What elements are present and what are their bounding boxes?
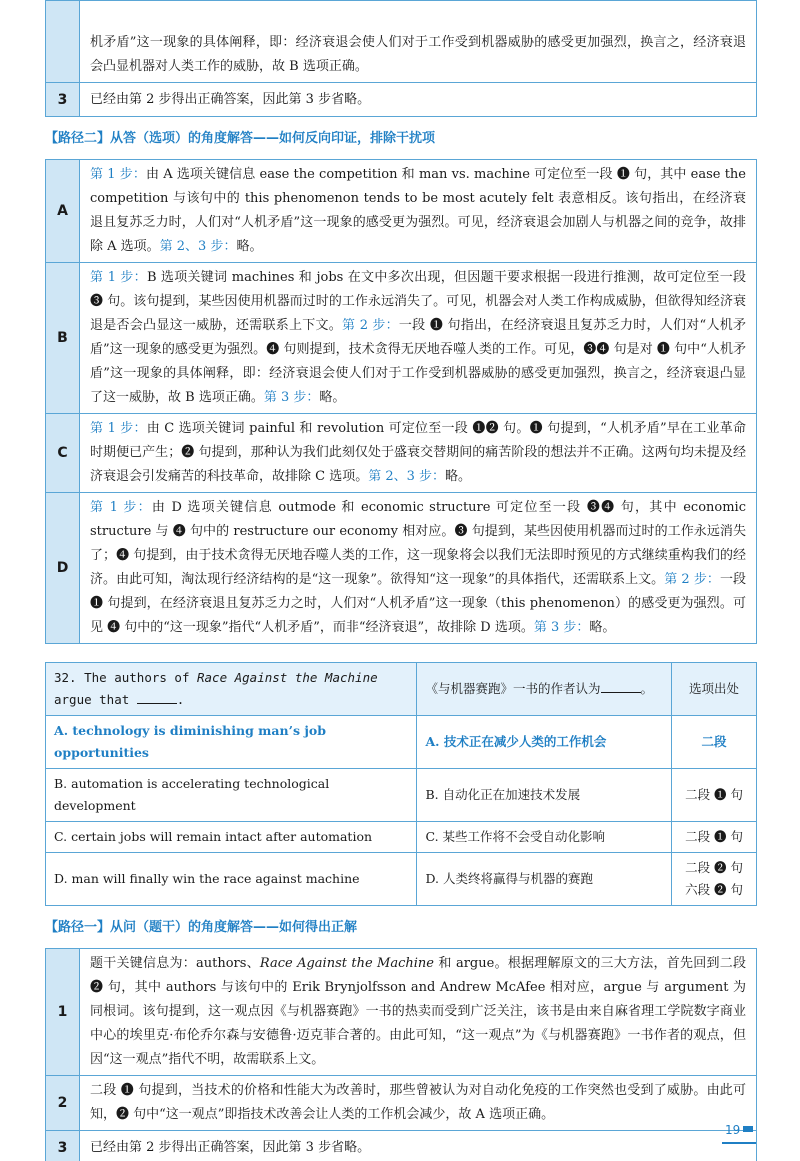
option-letter: C xyxy=(46,414,80,493)
step-label: 第 1 步： xyxy=(90,500,152,515)
option-en: A. technology is diminishing man’s job opportunities xyxy=(46,716,417,769)
option-row xyxy=(46,853,757,906)
analysis-text: 由 A 选项关键信息 ease the competition 和 man vs. machine 可定位至一段 ❶ 句，其中 ease the competition 与该句中的 this phenomenon tends to be most acutely felt 表意相反。该句指出，在经济衰退且复苏乏力时，人们对“人机矛盾”这一现象的感受更为强烈。可见，经济衰退会加剧人与机器之间的竞争，故排除 A 选项。 xyxy=(90,167,746,254)
option-source: 二段 ❶ 句 xyxy=(672,769,757,822)
option-en: C. certain jobs will remain intact after automation xyxy=(46,822,417,853)
stem-cn: 《与机器赛跑》一书的作者认为 xyxy=(425,681,601,696)
option-cn: D. 人类终将赢得与机器的赛跑 xyxy=(417,853,672,906)
option-cn: C. 某些工作将不会受自动化影响 xyxy=(417,822,672,853)
step-label: 第 2 步： xyxy=(664,572,720,587)
answer-blank xyxy=(601,681,641,693)
page xyxy=(45,0,757,1161)
step3-text: 已经由第 2 步得出正确答案，因此第 3 步省略。 xyxy=(80,1131,757,1161)
step-label: 第 1 步： xyxy=(90,421,147,436)
option-cn: A. 技术正在减少人类的工作机会 xyxy=(417,716,672,769)
book-title: Race Against the Machine xyxy=(197,670,378,685)
step-number-blank xyxy=(46,1,80,83)
book-title: Race Against the Machine xyxy=(259,956,434,971)
step-number: 3 xyxy=(46,1131,80,1161)
step2-text: 二段 ❶ 句提到，当技术的价格和性能大为改善时，那些曾被认为对自动化免疫的工作突然也受到了威胁。由此可知，❷ 句中“这一观点”即指技术改善会让人类的工作机会减少，故 A 选项正确。 xyxy=(80,1076,757,1131)
step-label: 第 1 步： xyxy=(90,167,146,182)
page-number-text: 19 xyxy=(725,1123,741,1137)
question-number: 32. xyxy=(54,670,77,685)
source-header: 选项出处 xyxy=(672,663,757,716)
step-label: 第 2、3 步： xyxy=(159,239,237,254)
option-source xyxy=(672,853,757,906)
option-letter: B xyxy=(46,263,80,414)
stem-pre: The authors of xyxy=(84,670,190,685)
source-line: 二段 ❷ 句 xyxy=(685,860,744,875)
option-letter: A xyxy=(46,160,80,263)
stem-cn-end: 。 xyxy=(640,681,654,696)
step1-pre: 题干关键信息为：authors、 xyxy=(90,956,260,971)
step2-continuation: 机矛盾”这一现象的具体阐释，即：经济衰退会使人们对于工作受到机器威胁的感受更加强烈，换言之，经济衰退会凸显机器对人类工作的威胁，故 B 选项正确。 xyxy=(80,1,757,83)
step-number: 1 xyxy=(46,949,80,1076)
path1-steps-table xyxy=(45,948,757,1161)
analysis-tail: 略。 xyxy=(589,620,616,635)
step1-post: 和 argue。根据理解原文的三大方法，首先回到二段 ❷ 句，其中 authors 与该句中的 Erik Brynjolfsson and Andrew McAfee 相对应，argue 与 argument 为同根词。该句提到，这一观点因《与机器赛跑》一书的热卖而受到广泛关注，该书是由来自麻省理工学院数字商业中心的埃里克·布伦乔尔森与安德鲁·迈克菲合著的。由此可知，“这一观点”为《与机器赛跑》一书作者的观点，但因“这一观点”指代不明，故需联系上文。 xyxy=(90,956,746,1067)
path1-heading: 【路径一】从问（题干）的角度解答——如何得出正解 xyxy=(45,920,358,935)
stem-end: . xyxy=(176,692,185,707)
option-source: 二段 ❶ 句 xyxy=(672,822,757,853)
step-label: 第 3 步： xyxy=(263,390,320,405)
analysis-tail: 略。 xyxy=(236,239,263,254)
option-b-analysis xyxy=(80,263,757,414)
question-stem-en xyxy=(46,663,417,716)
question-stem-cn xyxy=(417,663,672,716)
analysis-text: B 选项关键词 machines 和 jobs 在文中多次出现，但因题干要求根据一段进行推测，故可定位至一段 ❸ 句。该句提到，某些因使用机器而过时的工作永远消失了。可见，机器会对人类工作构成威胁，但欲得知经济衰退是否会凸显这一威胁，还需联系上下文。 xyxy=(90,270,746,333)
step-number: 3 xyxy=(46,83,80,117)
option-en: D. man will finally win the race against machine xyxy=(46,853,417,906)
analysis-text: 一段 ❶ 句提到，在经济衰退且复苏乏力之时，人们对“人机矛盾”这一现象（this phenomenon）的感受更为强烈。可见 ❹ 句中的“这一现象”指代“人机矛盾”，而非“经济衰退”，故排除 D 选项。 xyxy=(90,572,746,635)
analysis-tail: 略。 xyxy=(445,469,472,484)
page-number xyxy=(722,1118,756,1144)
option-row xyxy=(46,716,757,769)
question-32-table xyxy=(45,662,757,906)
analysis-tail: 略。 xyxy=(319,390,346,405)
step1-text xyxy=(80,949,757,1076)
step-label: 第 3 步： xyxy=(533,620,590,635)
step-number: 2 xyxy=(46,1076,80,1131)
option-en: B. automation is accelerating technological development xyxy=(46,769,417,822)
stem-post: argue that xyxy=(54,692,130,707)
analysis-text: 一段 ❶ 句指出，在经济衰退且复苏乏力时，人们对“人机矛盾”这一现象的感受更为强烈。❹ 句则提到，技术贪得无厌地吞噬人类的工作。可见，❸❹ 句是对 ❶ 句中“人机矛盾”这一现象的具体阐释，即：经济衰退会使人们对于工作受到机器威胁的感受更加强烈，换言之，经济衰退凸显了这一威胁，故 B 选项正确。 xyxy=(90,318,746,405)
options-analysis-table xyxy=(45,159,757,644)
option-source: 二段 xyxy=(672,716,757,769)
option-c-analysis xyxy=(80,414,757,493)
option-row xyxy=(46,822,757,853)
source-line: 六段 ❷ 句 xyxy=(685,882,744,897)
path1-continuation-table xyxy=(45,0,757,117)
step-label: 第 2 步： xyxy=(342,318,399,333)
step3-text: 已经由第 2 步得出正确答案，因此第 3 步省略。 xyxy=(80,83,757,117)
analysis-text: 由 D 选项关键信息 outmode 和 economic structure 可定位至一段 ❸❹ 句，其中 economic structure 与 ❹ 句中的 restructure our economy 相对应。❸ 句提到，某些因使用机器而过时的工作永远消失了；❹ 句提到，由于技术贪得无厌地吞噬人类的工作，这一现象将会以我们无法即时预见的方式继续重构我们的经济。由此可知，淘汰现行经济结构的是“这一现象”。欲得知“这一现象”的具体指代，还需联系上文。 xyxy=(90,500,746,587)
path2-heading: 【路径二】从答（选项）的角度解答——如何反向印证，排除干扰项 xyxy=(45,131,436,146)
option-row xyxy=(46,769,757,822)
option-a-analysis xyxy=(80,160,757,263)
option-d-analysis xyxy=(80,493,757,644)
analysis-text: 由 C 选项关键词 painful 和 revolution 可定位至一段 ❶❷ 句。❶ 句提到，“人机矛盾”早在工业革命时期便已产生；❷ 句提到，那种认为我们此刻仅处于盛衰交替期间的痛苦阶段的想法并不正确。这两句均未提及经济衰退会引发痛苦的科技革命，故排除 C 选项。 xyxy=(90,421,746,484)
graduation-cap-icon xyxy=(743,1126,753,1132)
step-label: 第 1 步： xyxy=(90,270,147,285)
step-label: 第 2、3 步： xyxy=(368,469,446,484)
option-letter: D xyxy=(46,493,80,644)
option-cn: B. 自动化正在加速技术发展 xyxy=(417,769,672,822)
answer-blank xyxy=(137,692,177,704)
